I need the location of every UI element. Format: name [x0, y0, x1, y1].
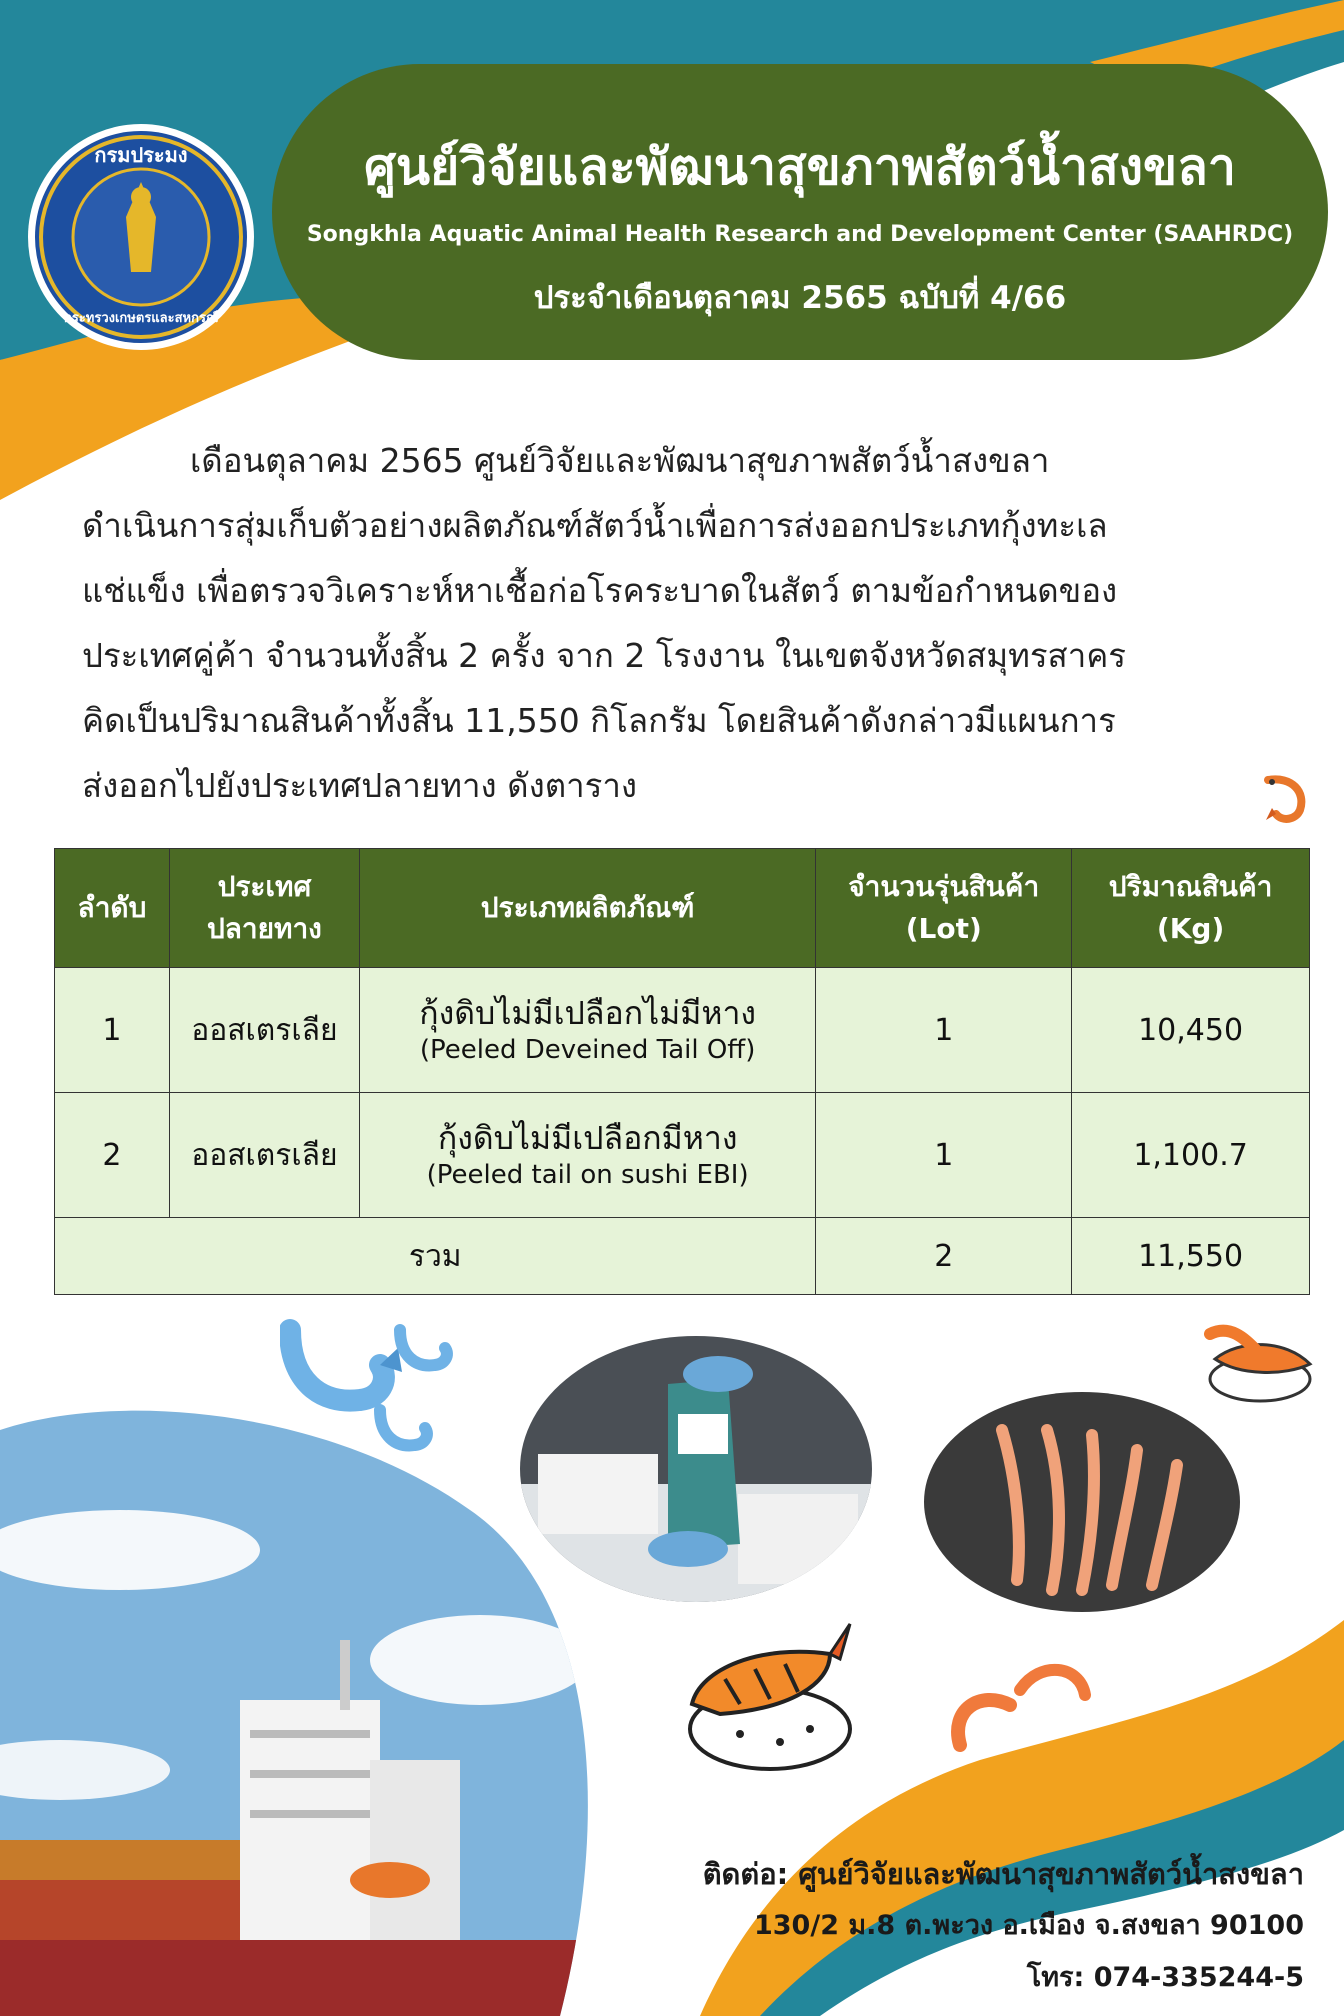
blue-shrimp-icons — [280, 1310, 470, 1460]
intro-paragraph — [82, 428, 1262, 818]
cell-destination: ออสเตรเลีย — [169, 968, 359, 1093]
col-header-product — [359, 849, 816, 968]
center-title-thai: ศูนย์วิจัยและพัฒนาสุขภาพสัตว์น้ำสงขลา — [364, 138, 1236, 196]
cell-product — [359, 1093, 816, 1218]
contact-organization: ติดต่อ: ศูนย์วิจัยและพัฒนาสุขภาพสัตว์น้ำสงขลา — [702, 1857, 1304, 1891]
total-lots: 2 — [816, 1218, 1072, 1295]
intro-line: ส่งออกไปยังประเทศปลายทาง ดังตาราง — [82, 766, 638, 805]
department-of-fisheries-logo — [26, 122, 256, 352]
contact-block — [703, 1848, 1304, 2004]
col-header-destination — [169, 849, 359, 968]
header-text: ประเทศ — [217, 870, 312, 903]
header-text: ปลายทาง — [206, 912, 322, 945]
table-row — [55, 1093, 1310, 1218]
shrimp-sushi-icon — [1200, 1304, 1320, 1424]
shrimp-icon — [1256, 770, 1312, 826]
product-package-photo — [518, 1334, 874, 1604]
cell-kg: 10,450 — [1072, 968, 1310, 1093]
header-text: จำนวนรุ่นสินค้า — [848, 870, 1040, 903]
product-name-thai: กุ้งดิบไม่มีเปลือกไม่มีหาง — [419, 994, 757, 1032]
cell-lots: 1 — [816, 968, 1072, 1093]
table-header-row — [55, 849, 1310, 968]
center-title-english: Songkhla Aquatic Animal Health Research and Development Center (SAAHRDC) — [306, 222, 1294, 247]
cell-product — [359, 968, 816, 1093]
header-text: (Kg) — [1156, 912, 1225, 945]
contact-phone: โทร: 074-335244-5 — [1026, 1962, 1304, 1993]
contact-address: 130/2 ม.8 ต.พะวง อ.เมือง จ.สงขลา 90100 — [753, 1910, 1304, 1941]
intro-line: แช่แข็ง เพื่อตรวจวิเคราะห์หาเชื้อก่อโรคระบาดในสัตว์ ตามข้อกำหนดของ — [82, 571, 1118, 610]
col-header-lots — [816, 849, 1072, 968]
intro-line: ดำเนินการสุ่มเก็บตัวอย่างผลิตภัณฑ์สัตว์น้ำเพื่อการส่งออกประเภทกุ้งทะเล — [82, 506, 1108, 545]
peeled-shrimp-photo — [922, 1390, 1242, 1615]
sushi-cartoon-icon — [680, 1614, 860, 1784]
total-kg: 11,550 — [1072, 1218, 1310, 1295]
intro-line: คิดเป็นปริมาณสินค้าทั้งสิ้น 11,550 กิโลกรัม โดยสินค้าดังกล่าวมีแผนการ — [82, 701, 1116, 740]
product-name-english: (Peeled Deveined Tail Off) — [419, 1035, 756, 1065]
header-text: ปริมาณสินค้า — [1108, 870, 1273, 903]
logo-text-bottom: กระทรวงเกษตรและสหกรณ์ — [63, 311, 219, 326]
cell-kg: 1,100.7 — [1072, 1093, 1310, 1218]
issue-label: ประจำเดือนตุลาคม 2565 ฉบับที่ 4/66 — [533, 280, 1067, 316]
orange-shrimp-icons — [940, 1650, 1100, 1760]
table-row — [55, 968, 1310, 1093]
col-header-no — [55, 849, 170, 968]
intro-line: ประเทศคู่ค้า จำนวนทั้งสิ้น 2 ครั้ง จาก 2 โรงงาน ในเขตจังหวัดสมุทรสาคร — [82, 636, 1127, 675]
cell-no: 2 — [55, 1093, 170, 1218]
product-name-english: (Peeled tail on sushi EBI) — [426, 1160, 749, 1190]
header-text: ประเภทผลิตภัณฑ์ — [480, 891, 695, 924]
cell-destination: ออสเตรเลีย — [169, 1093, 359, 1218]
header-text: (Lot) — [905, 912, 982, 945]
intro-line: เดือนตุลาคม 2565 ศูนย์วิจัยและพัฒนาสุขภาพสัตว์น้ำสงขลา — [190, 441, 1050, 480]
header-text: ลำดับ — [77, 891, 147, 924]
cell-no: 1 — [55, 968, 170, 1093]
product-name-thai: กุ้งดิบไม่มีเปลือกมีหาง — [437, 1119, 738, 1157]
col-header-quantity — [1072, 849, 1310, 968]
total-label: รวม — [55, 1218, 816, 1295]
cell-lots: 1 — [816, 1093, 1072, 1218]
logo-text-top: กรมประมง — [94, 143, 188, 167]
table-total-row — [55, 1218, 1310, 1295]
export-table — [54, 848, 1310, 1295]
